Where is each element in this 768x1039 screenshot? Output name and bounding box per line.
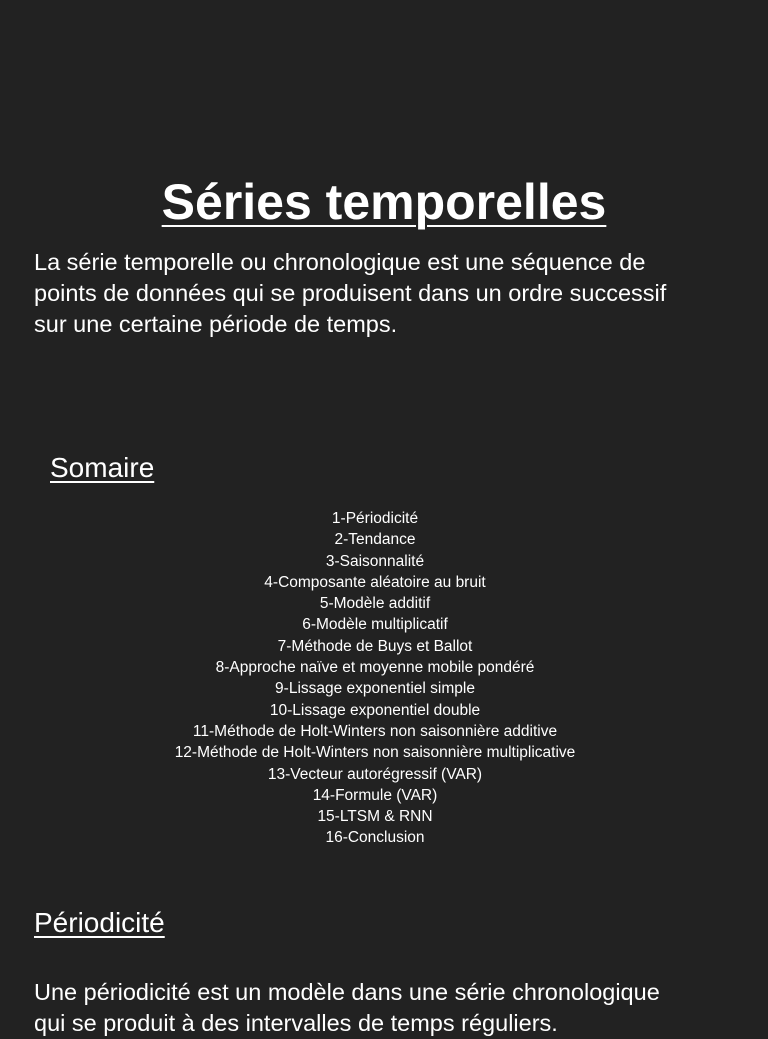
page-title: Séries temporelles xyxy=(161,173,607,230)
toc-item: 9-Lissage exponentiel simple xyxy=(275,680,475,698)
toc-item: 14-Formule (VAR) xyxy=(312,786,438,804)
toc-item: 5-Modèle additif xyxy=(319,595,431,613)
toc-item: 6-Modèle multiplicatif xyxy=(302,616,448,634)
toc-item: 10-Lissage exponentiel double xyxy=(269,701,481,719)
table-of-contents xyxy=(0,508,750,849)
toc-item: 11-Méthode de Holt-Winters non saisonnière additive xyxy=(192,722,558,740)
toc-item: 3-Saisonnalité xyxy=(325,552,425,570)
toc-item: 16-Conclusion xyxy=(325,829,425,847)
somaire-heading: Somaire xyxy=(50,452,155,483)
toc-item: 15-LTSM & RNN xyxy=(317,808,433,826)
periodicite-heading: Périodicité xyxy=(34,907,165,938)
toc-item: 4-Composante aléatoire au bruit xyxy=(264,573,486,591)
toc-item: 8-Approche naïve et moyenne mobile pondéré xyxy=(215,659,535,677)
toc-item: 1-Périodicité xyxy=(331,510,419,527)
toc-item: 13-Vecteur autorégressif (VAR) xyxy=(267,765,483,783)
toc-item: 7-Méthode de Buys et Ballot xyxy=(277,637,473,655)
periodicite-paragraph: Une périodicité est un modèle dans une série chronologique qui se produit à des intervalles de temps réguliers. xyxy=(34,979,660,1036)
toc-item: 2-Tendance xyxy=(334,531,416,549)
intro-paragraph: La série temporelle ou chronologique est une séquence de points de données qui se produisent dans un ordre successif sur une certaine période de temps. xyxy=(34,249,667,337)
toc-item: 12-Méthode de Holt-Winters non saisonnière multiplicative xyxy=(174,744,576,762)
